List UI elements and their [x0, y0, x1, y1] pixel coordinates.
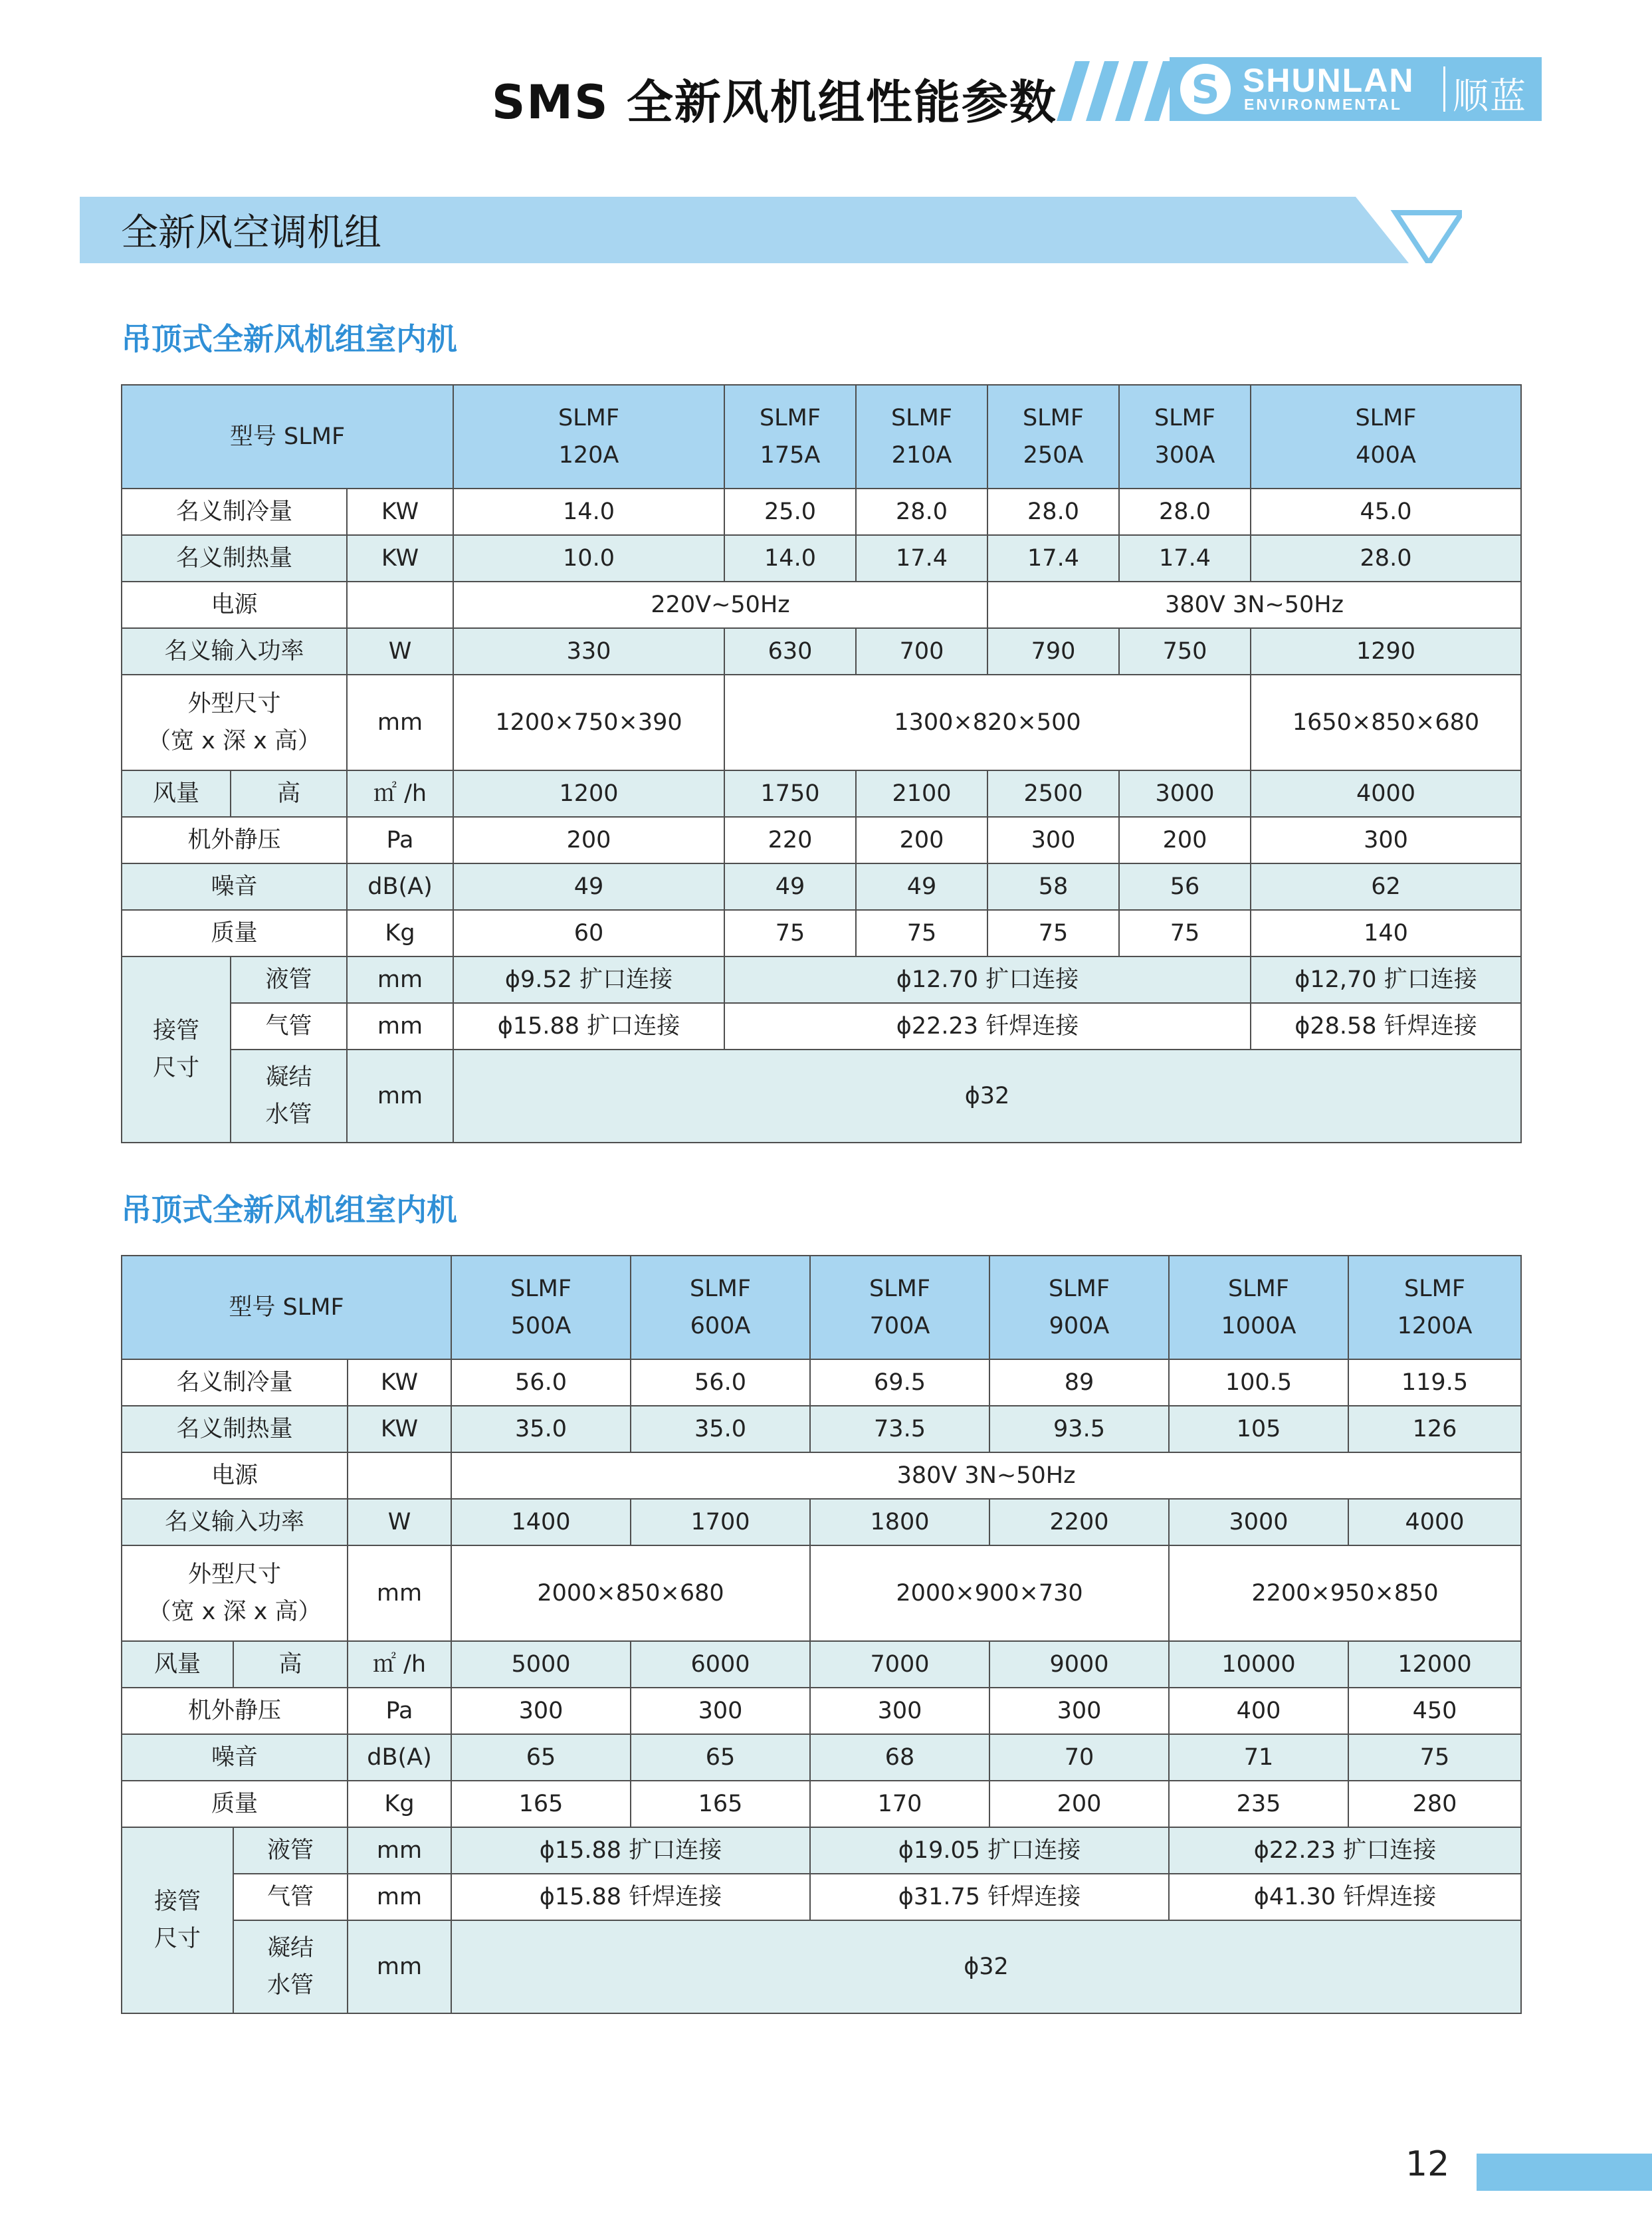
model-label: 型号 SLMF — [122, 1256, 451, 1359]
row-label: 电源 — [122, 1452, 348, 1499]
row-unit: dB(A) — [348, 1734, 451, 1781]
table-cell: 75 — [856, 910, 987, 956]
table-cell: 400 — [1169, 1688, 1348, 1734]
logo-sub-text: ENVIRONMENTAL — [1244, 96, 1402, 113]
table-cell: ϕ31.75 钎焊连接 — [810, 1874, 1169, 1920]
table-cell: 49 — [453, 863, 724, 910]
table-cell: 300 — [451, 1688, 631, 1734]
table-cell: 2100 — [856, 770, 987, 817]
table-cell: 71 — [1169, 1734, 1348, 1781]
row-sublabel: 气管 — [231, 1003, 347, 1050]
table-cell: 300 — [631, 1688, 810, 1734]
spec-table-1 — [121, 384, 1522, 1143]
table-cell: 165 — [451, 1781, 631, 1827]
table-cell: 14.0 — [724, 535, 856, 582]
row-sublabel: 液管 — [233, 1827, 348, 1874]
table-cell: 200 — [989, 1781, 1169, 1827]
table-cell: 73.5 — [810, 1406, 989, 1452]
table-cell: 62 — [1251, 863, 1521, 910]
row-label: 接管 尺寸 — [122, 956, 231, 1143]
row-unit: KW — [348, 1359, 451, 1406]
table-cell: 45.0 — [1251, 489, 1521, 535]
table-cell: 49 — [856, 863, 987, 910]
table-cell: 220 — [724, 817, 856, 863]
table-cell: 300 — [1251, 817, 1521, 863]
row-label: 噪音 — [122, 863, 347, 910]
table-cell: 35.0 — [631, 1406, 810, 1452]
logo-chinese-text: 顺蓝 — [1453, 75, 1527, 117]
table-cell: 1200 — [453, 770, 724, 817]
row-sublabel: 液管 — [231, 956, 347, 1003]
table-cell: 56.0 — [451, 1359, 631, 1406]
table-cell: ϕ12.70 扩口连接 — [724, 956, 1251, 1003]
table-cell: 1650×850×680 — [1251, 675, 1521, 770]
row-unit: mm — [347, 675, 453, 770]
table-cell: 119.5 — [1348, 1359, 1521, 1406]
model-header: SLMF 1000A — [1169, 1256, 1348, 1359]
model-header: SLMF 900A — [989, 1256, 1169, 1359]
model-header: SLMF 700A — [810, 1256, 989, 1359]
row-sublabel: 高 — [233, 1641, 348, 1688]
table-cell: ϕ22.23 钎焊连接 — [724, 1003, 1251, 1050]
table2-heading: 吊顶式全新风机组室内机 — [121, 1192, 457, 1228]
table-cell: ϕ22.23 扩口连接 — [1169, 1827, 1521, 1874]
row-label: 噪音 — [122, 1734, 348, 1781]
table-cell: 28.0 — [1251, 535, 1521, 582]
page-number-bar — [1477, 2154, 1652, 2191]
row-label: 名义输入功率 — [122, 628, 347, 675]
model-header: SLMF 500A — [451, 1256, 631, 1359]
table-cell: ϕ32 — [453, 1050, 1521, 1143]
table-cell: ϕ41.30 钎焊连接 — [1169, 1874, 1521, 1920]
row-unit: mm — [348, 1827, 451, 1874]
model-header: SLMF 600A — [631, 1256, 810, 1359]
row-sublabel: 气管 — [233, 1874, 348, 1920]
row-label: 机外静压 — [122, 817, 347, 863]
table-cell: 14.0 — [453, 489, 724, 535]
table-cell: 1400 — [451, 1499, 631, 1545]
table-cell: 70 — [989, 1734, 1169, 1781]
row-label: 风量 — [122, 770, 231, 817]
table-cell: 126 — [1348, 1406, 1521, 1452]
table-cell: ϕ15.88 扩口连接 — [451, 1827, 810, 1874]
table1-heading: 吊顶式全新风机组室内机 — [121, 321, 457, 357]
table-cell: 28.0 — [987, 489, 1119, 535]
table-cell: 56.0 — [631, 1359, 810, 1406]
table-cell: 170 — [810, 1781, 989, 1827]
model-header: SLMF 175A — [724, 385, 856, 489]
table-cell: 300 — [989, 1688, 1169, 1734]
model-header: SLMF 300A — [1119, 385, 1251, 489]
table-cell: 1300×820×500 — [724, 675, 1251, 770]
model-label: 型号 SLMF — [122, 385, 453, 489]
row-label: 机外静压 — [122, 1688, 348, 1734]
row-unit: mm — [348, 1920, 451, 2013]
table-cell: 17.4 — [1119, 535, 1251, 582]
table-cell: 750 — [1119, 628, 1251, 675]
table-cell: 220V~50Hz — [453, 582, 987, 628]
table-cell: 300 — [987, 817, 1119, 863]
row-unit: ㎡ /h — [348, 1641, 451, 1688]
table-cell: ϕ32 — [451, 1920, 1521, 2013]
table-cell: 330 — [453, 628, 724, 675]
row-label: 接管 尺寸 — [122, 1827, 233, 2013]
row-unit: Pa — [347, 817, 453, 863]
row-unit: dB(A) — [347, 863, 453, 910]
row-unit: mm — [348, 1545, 451, 1641]
row-unit: Kg — [348, 1781, 451, 1827]
page-header-title: SMS 全新风机组性能参数 — [492, 75, 1057, 130]
table-cell: 300 — [810, 1688, 989, 1734]
model-header: SLMF 400A — [1251, 385, 1521, 489]
table-cell: 4000 — [1251, 770, 1521, 817]
table-cell: 200 — [453, 817, 724, 863]
model-header: SLMF 210A — [856, 385, 987, 489]
table-cell: 58 — [987, 863, 1119, 910]
row-sublabel: 凝结 水管 — [233, 1920, 348, 2013]
table-cell: 10000 — [1169, 1641, 1348, 1688]
table-cell: 380V 3N~50Hz — [451, 1452, 1521, 1499]
table-cell: 1750 — [724, 770, 856, 817]
table-cell: 2000×900×730 — [810, 1545, 1169, 1641]
table-cell: 1290 — [1251, 628, 1521, 675]
table-cell: 6000 — [631, 1641, 810, 1688]
table-cell: 4000 — [1348, 1499, 1521, 1545]
row-unit: KW — [347, 535, 453, 582]
table-cell: 68 — [810, 1734, 989, 1781]
table-cell: 28.0 — [856, 489, 987, 535]
row-unit: mm — [348, 1874, 451, 1920]
row-label: 名义制冷量 — [122, 489, 347, 535]
row-unit: mm — [347, 1003, 453, 1050]
table-cell: 7000 — [810, 1641, 989, 1688]
table-cell: 280 — [1348, 1781, 1521, 1827]
table-cell: 200 — [856, 817, 987, 863]
table-cell: 380V 3N~50Hz — [987, 582, 1521, 628]
table-cell: ϕ15.88 扩口连接 — [453, 1003, 724, 1050]
row-unit: ㎡ /h — [347, 770, 453, 817]
spec-table-2 — [121, 1255, 1522, 2014]
table-cell: 140 — [1251, 910, 1521, 956]
table-cell: 49 — [724, 863, 856, 910]
model-header: SLMF 1200A — [1348, 1256, 1521, 1359]
table-cell: ϕ9.52 扩口连接 — [453, 956, 724, 1003]
table-cell: 35.0 — [451, 1406, 631, 1452]
table-cell: 5000 — [451, 1641, 631, 1688]
logo-brand-text: SHUNLAN — [1243, 62, 1415, 99]
table-cell: 2500 — [987, 770, 1119, 817]
row-unit: KW — [348, 1406, 451, 1452]
table-cell: 630 — [724, 628, 856, 675]
table-cell: 1700 — [631, 1499, 810, 1545]
table-cell: 700 — [856, 628, 987, 675]
row-label: 风量 — [122, 1641, 233, 1688]
table-cell: 65 — [631, 1734, 810, 1781]
row-sublabel: 高 — [231, 770, 347, 817]
table-cell: 450 — [1348, 1688, 1521, 1734]
table-cell: 75 — [1119, 910, 1251, 956]
table-cell: 93.5 — [989, 1406, 1169, 1452]
row-label: 质量 — [122, 910, 347, 956]
table-cell: 60 — [453, 910, 724, 956]
table-cell: 1200×750×390 — [453, 675, 724, 770]
row-unit — [347, 582, 453, 628]
table-cell: 165 — [631, 1781, 810, 1827]
table-cell: 9000 — [989, 1641, 1169, 1688]
row-label: 名义输入功率 — [122, 1499, 348, 1545]
row-label: 名义制热量 — [122, 535, 347, 582]
table-cell: 100.5 — [1169, 1359, 1348, 1406]
table-cell: 2000×850×680 — [451, 1545, 810, 1641]
table-cell: 17.4 — [987, 535, 1119, 582]
brand-logo — [1170, 57, 1542, 121]
table-cell: 17.4 — [856, 535, 987, 582]
table-cell: 1800 — [810, 1499, 989, 1545]
row-unit: W — [347, 628, 453, 675]
model-header: SLMF 250A — [987, 385, 1119, 489]
table-cell: 12000 — [1348, 1641, 1521, 1688]
table-cell: 10.0 — [453, 535, 724, 582]
row-unit — [348, 1452, 451, 1499]
row-label: 质量 — [122, 1781, 348, 1827]
page-number: 12 — [1405, 2144, 1450, 2184]
table-cell: 75 — [724, 910, 856, 956]
table-cell: 3000 — [1169, 1499, 1348, 1545]
table-cell: 2200×950×850 — [1169, 1545, 1521, 1641]
table-cell: ϕ15.88 钎焊连接 — [451, 1874, 810, 1920]
table-cell: 200 — [1119, 817, 1251, 863]
model-header: SLMF 120A — [453, 385, 724, 489]
row-label: 名义制冷量 — [122, 1359, 348, 1406]
row-unit: W — [348, 1499, 451, 1545]
table-cell: 2200 — [989, 1499, 1169, 1545]
table-cell: ϕ28.58 钎焊连接 — [1251, 1003, 1521, 1050]
table-cell: 105 — [1169, 1406, 1348, 1452]
table-cell: 25.0 — [724, 489, 856, 535]
row-label: 外型尺寸 （宽 x 深 x 高） — [122, 675, 347, 770]
table-cell: 89 — [989, 1359, 1169, 1406]
row-unit: Kg — [347, 910, 453, 956]
row-unit: KW — [347, 489, 453, 535]
table-cell: 69.5 — [810, 1359, 989, 1406]
row-label: 电源 — [122, 582, 347, 628]
row-sublabel: 凝结 水管 — [231, 1050, 347, 1143]
table-cell: ϕ12,70 扩口连接 — [1251, 956, 1521, 1003]
table-cell: 235 — [1169, 1781, 1348, 1827]
row-unit: mm — [347, 1050, 453, 1143]
row-unit: Pa — [348, 1688, 451, 1734]
table-cell: 65 — [451, 1734, 631, 1781]
logo-divider — [1443, 66, 1445, 112]
logo-s-icon: S — [1180, 64, 1231, 114]
row-unit: mm — [347, 956, 453, 1003]
table-cell: 56 — [1119, 863, 1251, 910]
row-label: 外型尺寸 （宽 x 深 x 高） — [122, 1545, 348, 1641]
table-cell: 28.0 — [1119, 489, 1251, 535]
table-cell: 75 — [987, 910, 1119, 956]
row-label: 名义制热量 — [122, 1406, 348, 1452]
table-cell: 75 — [1348, 1734, 1521, 1781]
table-cell: 3000 — [1119, 770, 1251, 817]
table-cell: ϕ19.05 扩口连接 — [810, 1827, 1169, 1874]
table-cell: 790 — [987, 628, 1119, 675]
section-title: 全新风空调机组 — [121, 211, 381, 255]
